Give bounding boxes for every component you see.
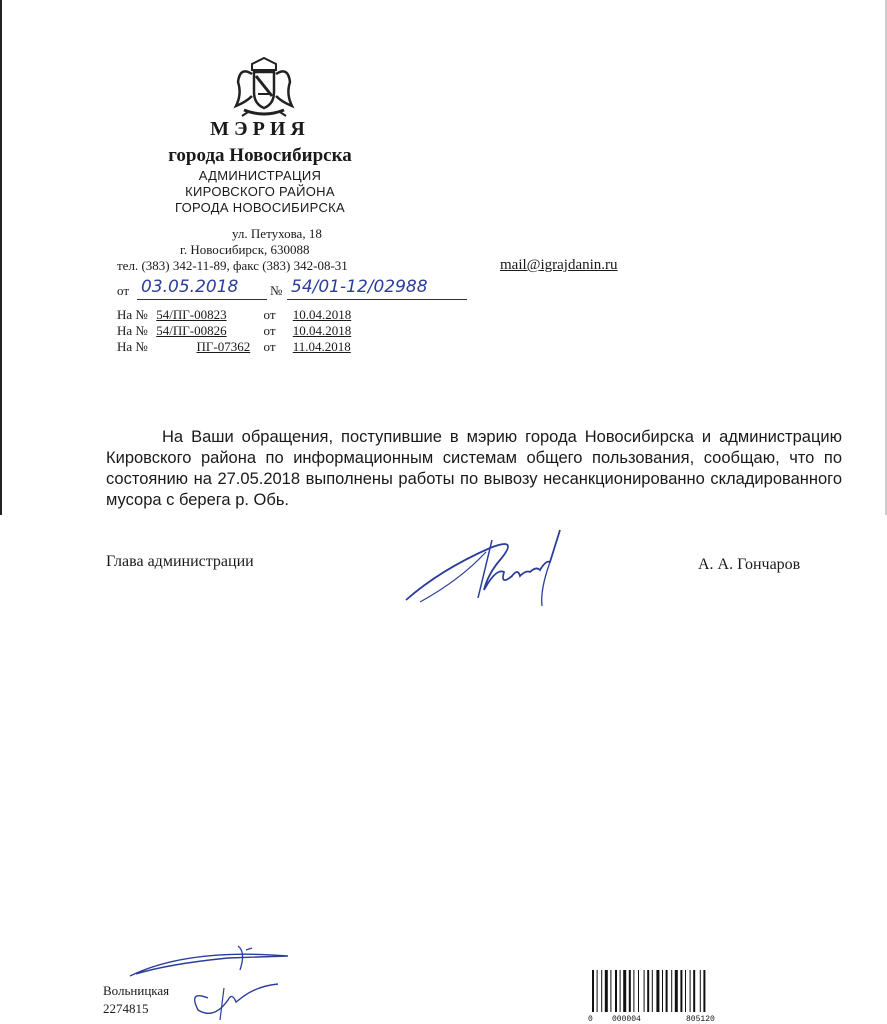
barcode-bar (647, 970, 649, 1012)
header-line-1: АДМИНИСТРАЦИЯ (198, 168, 322, 183)
reference-date: 11.04.2018 (292, 339, 351, 354)
barcode-bar (615, 970, 617, 1012)
barcode-bar (703, 970, 705, 1012)
barcode-bar (680, 970, 682, 1012)
reference-row (117, 323, 351, 339)
barcode-bar (685, 970, 686, 1012)
barcode-bar (601, 970, 602, 1012)
barcode-bar (671, 970, 672, 1012)
barcode-bar (690, 970, 691, 1012)
reference-row (117, 339, 351, 355)
reference-label: На № (117, 307, 148, 322)
coat-of-arms-icon (228, 56, 300, 118)
barcode-bar (610, 970, 611, 1012)
reference-date: 10.04.2018 (292, 307, 352, 322)
address-street: ул. Петухова, 18 (232, 226, 322, 241)
header-title: МЭРИЯ (210, 118, 310, 140)
reference-number: ПГ-07362 (196, 339, 251, 354)
address-city: г. Новосибирск, 630088 (180, 242, 310, 257)
barcode-bar (700, 970, 701, 1012)
outgoing-date: 03.05.2018 (141, 277, 239, 297)
barcode-bar (620, 970, 621, 1012)
barcode-bar (675, 970, 678, 1012)
barcode-bar (629, 970, 631, 1012)
signatory-position: Глава администрации (106, 553, 254, 570)
barcode-bar (693, 970, 695, 1012)
executor-signature-icon (128, 940, 328, 1024)
barcode-bar (597, 970, 598, 1012)
header-city: города Новосибирска (168, 145, 352, 166)
barcode-bar (656, 970, 659, 1012)
signatory-name: А. А. Гончаров (698, 556, 801, 573)
reference-date: 10.04.2018 (292, 323, 352, 338)
barcode-left-digit: 0 (588, 1015, 593, 1022)
reference-label: На № (117, 323, 148, 338)
email-link[interactable]: mail@igrajdanin.ru (500, 257, 618, 273)
barcode-bar (662, 970, 663, 1012)
reference-date-label: от (263, 307, 276, 322)
reference-date-label: от (263, 339, 276, 354)
reference-row (117, 307, 351, 323)
outgoing-from-label: от (117, 283, 130, 298)
barcode-bar (652, 970, 653, 1012)
barcode-bar (623, 970, 626, 1012)
reference-number: 54/ПГ-00823 (156, 307, 227, 322)
barcode-middle-digits: 000004 (612, 1015, 641, 1022)
header-line-3: ГОРОДА НОВОСИБИРСКА (174, 200, 346, 215)
address-phone: тел. (383) 342-11-89, факс (383) 342-08-31 (117, 258, 348, 273)
barcode-bar (666, 970, 668, 1012)
barcode-bar (633, 970, 634, 1012)
barcode-bar (638, 970, 639, 1012)
reference-label: На № (117, 339, 148, 354)
barcode (586, 968, 736, 1022)
outgoing-no-label: № (270, 283, 283, 298)
outgoing-number: 54/01-12/02988 (291, 277, 428, 297)
barcode-bar (605, 970, 608, 1012)
executor-name: Вольницкая (103, 983, 170, 998)
barcode-bar (644, 970, 645, 1012)
header-line-2: КИРОВСКОГО РАЙОНА (185, 184, 335, 199)
scan-edge-left (0, 0, 2, 515)
reference-date-label: от (263, 323, 276, 338)
reference-number: 54/ПГ-00826 (156, 323, 227, 338)
letter-body: На Ваши обращения, поступившие в мэрию города Новосибирска и администрацию Кировского района по информационным системам общего пользования, сообщаю, что по состоянию на 27.05.2018 выполнены работы по вывозу несанкционированно складированного мусора с берега р. Обь. (106, 428, 842, 509)
signature-icon (400, 510, 590, 610)
barcode-bar (592, 970, 594, 1012)
barcode-right-digits: 805120 (686, 1015, 715, 1022)
executor-phone: 2274815 (103, 1001, 149, 1016)
